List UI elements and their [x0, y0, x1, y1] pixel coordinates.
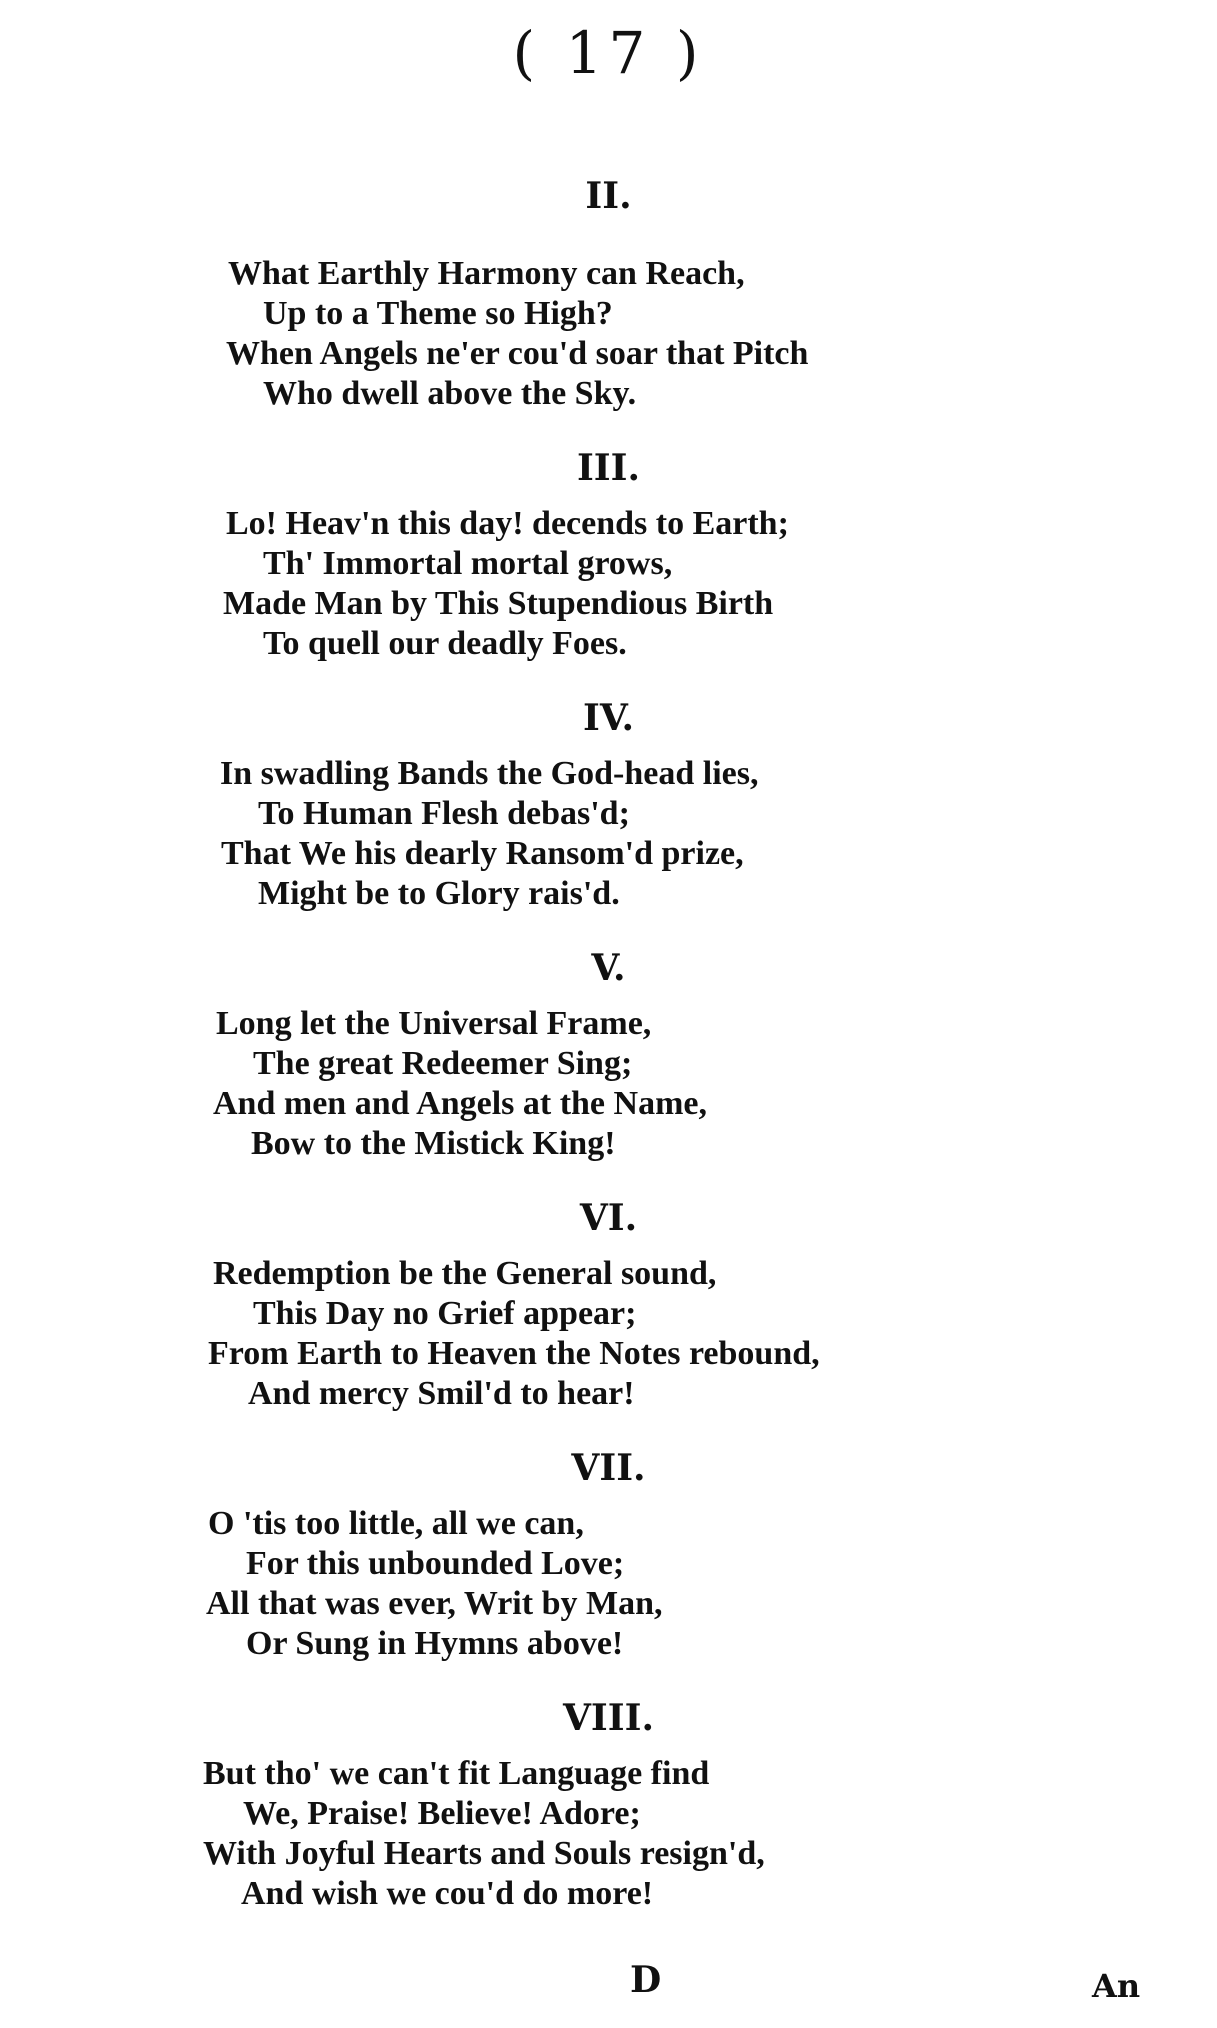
verse-line: And men and Angels at the Name,: [213, 1085, 707, 1122]
verse-line: And wish we cou'd do more!: [241, 1875, 654, 1912]
verse-line: With Joyful Hearts and Souls resign'd,: [203, 1835, 765, 1872]
verse-line: But tho' we can't fit Language find: [203, 1755, 710, 1792]
verse-line: Might be to Glory rais'd.: [258, 875, 620, 912]
verse-line: This Day no Grief appear;: [253, 1295, 637, 1332]
stanza-numeral: VIII.: [563, 1697, 654, 1739]
verse-line: To quell our deadly Foes.: [263, 625, 627, 662]
verse-line: We, Praise! Believe! Adore;: [243, 1795, 641, 1832]
verse-line: All that was ever, Writ by Man,: [206, 1585, 663, 1622]
verse-line: And mercy Smil'd to hear!: [248, 1375, 635, 1412]
stanza-numeral: III.: [576, 447, 641, 489]
verse-line: To Human Flesh debas'd;: [258, 795, 630, 832]
verse-line: O 'tis too little, all we can,: [208, 1505, 584, 1542]
verse-line: Up to a Theme so High?: [263, 295, 613, 332]
stanza-numeral: IV.: [582, 697, 634, 739]
verse-line: What Earthly Harmony can Reach,: [228, 255, 745, 292]
stanza-numeral: II.: [585, 175, 632, 217]
verse-line: Redemption be the General sound,: [213, 1255, 717, 1292]
verse-line: Who dwell above the Sky.: [263, 375, 637, 412]
page-number: ( 17 ): [512, 19, 705, 87]
verse-line: The great Redeemer Sing;: [253, 1045, 633, 1082]
verse-line: For this unbounded Love;: [246, 1545, 625, 1582]
verse-line: Bow to the Mistick King!: [251, 1125, 616, 1162]
stanza-numeral: V.: [591, 947, 626, 989]
verse-line: Made Man by This Stupendious Birth: [223, 585, 774, 622]
verse-line: Or Sung in Hymns above!: [246, 1625, 624, 1662]
verse-line: That We his dearly Ransom'd prize,: [221, 835, 744, 872]
verse-line: Long let the Universal Frame,: [216, 1005, 652, 1042]
stanza-numeral: VII.: [571, 1447, 646, 1489]
verse-line: When Angels ne'er cou'd soar that Pitch: [226, 335, 809, 372]
stanza-numeral: VI.: [579, 1197, 638, 1239]
signature-mark: D: [630, 1959, 662, 2001]
verse-line: In swadling Bands the God-head lies,: [220, 755, 759, 792]
catchword: An: [1092, 1967, 1141, 2005]
verse-line: Th' Immortal mortal grows,: [263, 545, 673, 582]
verse-line: Lo! Heav'n this day! decends to Earth;: [226, 505, 789, 542]
verse-line: From Earth to Heaven the Notes rebound,: [208, 1335, 820, 1372]
